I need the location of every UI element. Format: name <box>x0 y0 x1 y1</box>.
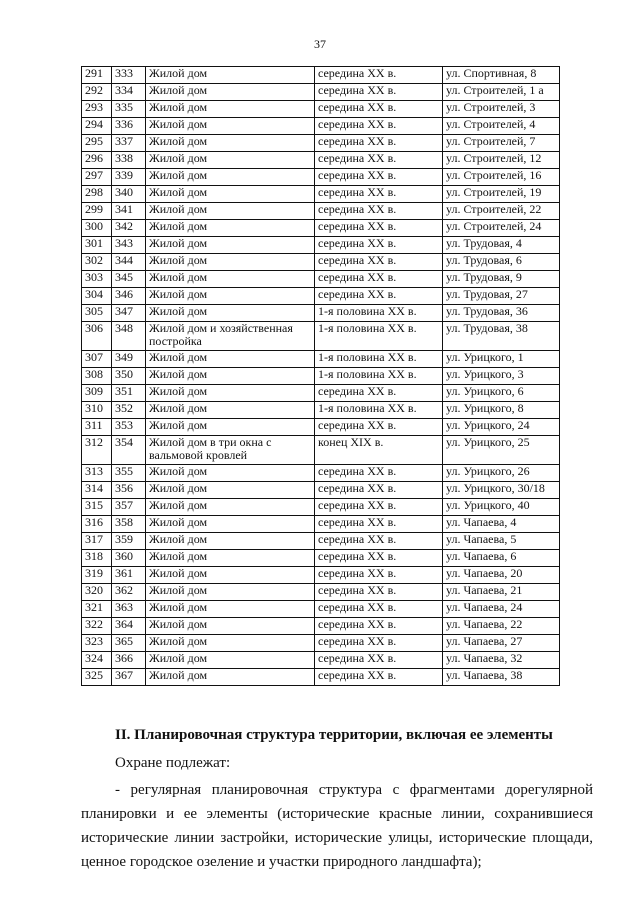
table-row <box>82 584 560 601</box>
cell-address: ул. Чапаева, 4 <box>443 516 560 533</box>
cell-row-number: 311 <box>82 419 112 436</box>
cell-object-number: 342 <box>112 220 146 237</box>
cell-dating: середина XX в. <box>315 652 443 669</box>
cell-dating: 1-я половина XX в. <box>315 368 443 385</box>
cell-object-number: 347 <box>112 305 146 322</box>
cell-row-number: 317 <box>82 533 112 550</box>
cell-address: ул. Урицкого, 40 <box>443 499 560 516</box>
protect-label: Охране подлежат: <box>115 755 231 771</box>
cell-address: ул. Трудовая, 38 <box>443 322 560 351</box>
cell-dating: середина XX в. <box>315 237 443 254</box>
cell-object-name: Жилой дом <box>146 499 315 516</box>
cell-address: ул. Строителей, 7 <box>443 135 560 152</box>
cell-row-number: 320 <box>82 584 112 601</box>
table-row <box>82 169 560 186</box>
cell-address: ул. Урицкого, 6 <box>443 385 560 402</box>
cell-object-number: 355 <box>112 465 146 482</box>
cell-address: ул. Строителей, 4 <box>443 118 560 135</box>
cell-dating: середина XX в. <box>315 169 443 186</box>
cell-object-name: Жилой дом <box>146 584 315 601</box>
cell-object-number: 351 <box>112 385 146 402</box>
table-row <box>82 601 560 618</box>
cell-object-number: 352 <box>112 402 146 419</box>
cell-object-name: Жилой дом <box>146 465 315 482</box>
cell-object-name: Жилой дом <box>146 118 315 135</box>
cell-row-number: 312 <box>82 436 112 465</box>
cell-object-name: Жилой дом <box>146 567 315 584</box>
cell-row-number: 316 <box>82 516 112 533</box>
cell-address: ул. Трудовая, 36 <box>443 305 560 322</box>
cell-object-name: Жилой дом <box>146 288 315 305</box>
cell-address: ул. Урицкого, 1 <box>443 351 560 368</box>
table-row <box>82 499 560 516</box>
cell-object-name: Жилой дом <box>146 402 315 419</box>
cell-address: ул. Урицкого, 24 <box>443 419 560 436</box>
cell-object-name: Жилой дом <box>146 101 315 118</box>
cell-object-name: Жилой дом <box>146 482 315 499</box>
cell-dating: середина XX в. <box>315 186 443 203</box>
cell-object-name: Жилой дом <box>146 652 315 669</box>
table-row <box>82 220 560 237</box>
table-row <box>82 652 560 669</box>
protection-paragraph: - регулярная планировочная структура с фрагментами дорегулярной планировки и ее элементы (исторические красные линии, сохранившиеся исторические линии застройки, исторические улицы, исторические площади, ценное городское озеление и участки природного ландшафта); <box>81 782 593 870</box>
table-row <box>82 203 560 220</box>
cell-address: ул. Чапаева, 6 <box>443 550 560 567</box>
cell-object-name: Жилой дом <box>146 618 315 635</box>
cell-address: ул. Чапаева, 32 <box>443 652 560 669</box>
table-row <box>82 669 560 686</box>
cell-dating: середина XX в. <box>315 254 443 271</box>
cell-address: ул. Трудовая, 4 <box>443 237 560 254</box>
cell-dating: середина XX в. <box>315 669 443 686</box>
table-body <box>82 67 560 686</box>
cell-object-number: 338 <box>112 152 146 169</box>
cell-row-number: 310 <box>82 402 112 419</box>
cell-row-number: 324 <box>82 652 112 669</box>
cell-dating: середина XX в. <box>315 618 443 635</box>
cell-row-number: 319 <box>82 567 112 584</box>
cell-dating: середина XX в. <box>315 601 443 618</box>
table-row <box>82 135 560 152</box>
table-row <box>82 550 560 567</box>
table-row <box>82 351 560 368</box>
cell-object-name: Жилой дом <box>146 186 315 203</box>
cell-object-number: 340 <box>112 186 146 203</box>
cell-object-name: Жилой дом <box>146 601 315 618</box>
cell-object-name: Жилой дом <box>146 419 315 436</box>
cell-row-number: 323 <box>82 635 112 652</box>
cell-row-number: 305 <box>82 305 112 322</box>
cell-dating: 1-я половина XX в. <box>315 322 443 351</box>
cell-object-name: Жилой дом <box>146 67 315 84</box>
cell-object-number: 365 <box>112 635 146 652</box>
cell-address: ул. Строителей, 24 <box>443 220 560 237</box>
cell-row-number: 298 <box>82 186 112 203</box>
cell-row-number: 299 <box>82 203 112 220</box>
cell-object-number: 341 <box>112 203 146 220</box>
cell-object-name: Жилой дом <box>146 237 315 254</box>
cell-object-name: Жилой дом <box>146 385 315 402</box>
cell-dating: середина XX в. <box>315 288 443 305</box>
cell-row-number: 325 <box>82 669 112 686</box>
page-number: 37 <box>314 37 326 51</box>
cell-object-number: 335 <box>112 101 146 118</box>
cell-object-name: Жилой дом <box>146 84 315 101</box>
cell-address: ул. Чапаева, 27 <box>443 635 560 652</box>
cell-address: ул. Трудовая, 27 <box>443 288 560 305</box>
cell-row-number: 309 <box>82 385 112 402</box>
cell-object-name: Жилой дом <box>146 669 315 686</box>
cell-object-number: 334 <box>112 84 146 101</box>
cell-address: ул. Строителей, 12 <box>443 152 560 169</box>
cell-dating: середина XX в. <box>315 118 443 135</box>
cell-address: ул. Чапаева, 20 <box>443 567 560 584</box>
cell-row-number: 304 <box>82 288 112 305</box>
cell-dating: середина XX в. <box>315 533 443 550</box>
table-row <box>82 322 560 351</box>
cell-row-number: 293 <box>82 101 112 118</box>
table-row <box>82 305 560 322</box>
cell-dating: середина XX в. <box>315 584 443 601</box>
cell-object-name: Жилой дом <box>146 271 315 288</box>
cell-dating: 1-я половина XX в. <box>315 351 443 368</box>
table-row <box>82 254 560 271</box>
cell-row-number: 301 <box>82 237 112 254</box>
cell-row-number: 315 <box>82 499 112 516</box>
cell-object-number: 348 <box>112 322 146 351</box>
cell-object-number: 336 <box>112 118 146 135</box>
cell-dating: середина XX в. <box>315 220 443 237</box>
cell-address: ул. Трудовая, 6 <box>443 254 560 271</box>
cell-object-number: 357 <box>112 499 146 516</box>
cell-dating: середина XX в. <box>315 271 443 288</box>
cell-dating: середина XX в. <box>315 419 443 436</box>
cell-object-number: 343 <box>112 237 146 254</box>
cell-dating: середина XX в. <box>315 550 443 567</box>
cell-object-number: 349 <box>112 351 146 368</box>
cell-address: ул. Трудовая, 9 <box>443 271 560 288</box>
cell-object-number: 350 <box>112 368 146 385</box>
cell-dating: середина XX в. <box>315 67 443 84</box>
cell-dating: середина XX в. <box>315 516 443 533</box>
cell-object-number: 356 <box>112 482 146 499</box>
cell-row-number: 322 <box>82 618 112 635</box>
cell-object-number: 364 <box>112 618 146 635</box>
cell-object-name: Жилой дом <box>146 368 315 385</box>
cell-row-number: 291 <box>82 67 112 84</box>
table-row <box>82 567 560 584</box>
cell-address: ул. Урицкого, 26 <box>443 465 560 482</box>
table-row <box>82 465 560 482</box>
cell-row-number: 308 <box>82 368 112 385</box>
cell-object-number: 353 <box>112 419 146 436</box>
cell-row-number: 296 <box>82 152 112 169</box>
cell-row-number: 295 <box>82 135 112 152</box>
cell-object-name: Жилой дом <box>146 254 315 271</box>
cell-address: ул. Строителей, 3 <box>443 101 560 118</box>
table-row <box>82 618 560 635</box>
table-row <box>82 237 560 254</box>
table-row <box>82 533 560 550</box>
table-row <box>82 118 560 135</box>
section-title: II. Планировочная структура территории, включая ее элементы <box>115 727 553 743</box>
cell-address: ул. Строителей, 22 <box>443 203 560 220</box>
cell-row-number: 303 <box>82 271 112 288</box>
table-row <box>82 402 560 419</box>
cell-dating: середина XX в. <box>315 635 443 652</box>
cell-dating: середина XX в. <box>315 135 443 152</box>
cell-dating: середина XX в. <box>315 482 443 499</box>
table-row <box>82 516 560 533</box>
cell-object-name: Жилой дом <box>146 351 315 368</box>
cell-object-name: Жилой дом <box>146 550 315 567</box>
cell-object-name: Жилой дом <box>146 533 315 550</box>
table-row <box>82 288 560 305</box>
cell-address: ул. Чапаева, 38 <box>443 669 560 686</box>
table-row <box>82 635 560 652</box>
table-row <box>82 152 560 169</box>
cell-object-name: Жилой дом <box>146 169 315 186</box>
cell-object-number: 360 <box>112 550 146 567</box>
table-row <box>82 482 560 499</box>
cell-object-name: Жилой дом <box>146 635 315 652</box>
cell-object-number: 358 <box>112 516 146 533</box>
table-row <box>82 368 560 385</box>
cell-dating: середина XX в. <box>315 465 443 482</box>
cell-row-number: 318 <box>82 550 112 567</box>
table-row <box>82 84 560 101</box>
cell-object-number: 333 <box>112 67 146 84</box>
cell-dating: середина XX в. <box>315 203 443 220</box>
cell-object-number: 345 <box>112 271 146 288</box>
cell-address: ул. Урицкого, 25 <box>443 436 560 465</box>
cell-dating: середина XX в. <box>315 567 443 584</box>
cell-dating: середина XX в. <box>315 499 443 516</box>
cell-row-number: 292 <box>82 84 112 101</box>
cell-object-name: Жилой дом в три окна с вальмовой кровлей <box>146 436 315 465</box>
cell-address: ул. Чапаева, 21 <box>443 584 560 601</box>
cell-row-number: 300 <box>82 220 112 237</box>
cell-address: ул. Строителей, 16 <box>443 169 560 186</box>
table-row <box>82 419 560 436</box>
cell-address: ул. Чапаева, 5 <box>443 533 560 550</box>
cell-object-number: 339 <box>112 169 146 186</box>
cell-object-number: 354 <box>112 436 146 465</box>
cell-object-name: Жилой дом <box>146 203 315 220</box>
cell-dating: середина XX в. <box>315 152 443 169</box>
cell-object-number: 337 <box>112 135 146 152</box>
cell-address: ул. Строителей, 19 <box>443 186 560 203</box>
cell-object-number: 359 <box>112 533 146 550</box>
cell-object-number: 366 <box>112 652 146 669</box>
cell-object-number: 346 <box>112 288 146 305</box>
cell-object-name: Жилой дом <box>146 152 315 169</box>
cell-row-number: 297 <box>82 169 112 186</box>
cell-row-number: 313 <box>82 465 112 482</box>
table-row <box>82 186 560 203</box>
cell-object-name: Жилой дом <box>146 135 315 152</box>
cell-address: ул. Урицкого, 8 <box>443 402 560 419</box>
cell-dating: середина XX в. <box>315 101 443 118</box>
table-row <box>82 436 560 465</box>
cell-address: ул. Спортивная, 8 <box>443 67 560 84</box>
cell-dating: середина XX в. <box>315 385 443 402</box>
cell-object-number: 363 <box>112 601 146 618</box>
cell-row-number: 321 <box>82 601 112 618</box>
table-row <box>82 271 560 288</box>
cell-object-number: 362 <box>112 584 146 601</box>
cell-address: ул. Строителей, 1 а <box>443 84 560 101</box>
cell-object-number: 367 <box>112 669 146 686</box>
cell-object-number: 344 <box>112 254 146 271</box>
cell-address: ул. Чапаева, 24 <box>443 601 560 618</box>
cell-dating: середина XX в. <box>315 84 443 101</box>
cell-row-number: 302 <box>82 254 112 271</box>
cell-address: ул. Чапаева, 22 <box>443 618 560 635</box>
table-row <box>82 67 560 84</box>
cell-address: ул. Урицкого, 3 <box>443 368 560 385</box>
cell-row-number: 294 <box>82 118 112 135</box>
cell-object-name: Жилой дом <box>146 220 315 237</box>
cell-address: ул. Урицкого, 30/18 <box>443 482 560 499</box>
cell-object-name: Жилой дом <box>146 516 315 533</box>
cell-dating: 1-я половина XX в. <box>315 402 443 419</box>
cell-object-name: Жилой дом и хозяйственная постройка <box>146 322 315 351</box>
cell-row-number: 306 <box>82 322 112 351</box>
cell-object-number: 361 <box>112 567 146 584</box>
cell-object-name: Жилой дом <box>146 305 315 322</box>
heritage-objects-table <box>81 66 560 686</box>
cell-row-number: 314 <box>82 482 112 499</box>
cell-row-number: 307 <box>82 351 112 368</box>
table-row <box>82 101 560 118</box>
table-row <box>82 385 560 402</box>
cell-dating: конец XIX в. <box>315 436 443 465</box>
cell-dating: 1-я половина XX в. <box>315 305 443 322</box>
